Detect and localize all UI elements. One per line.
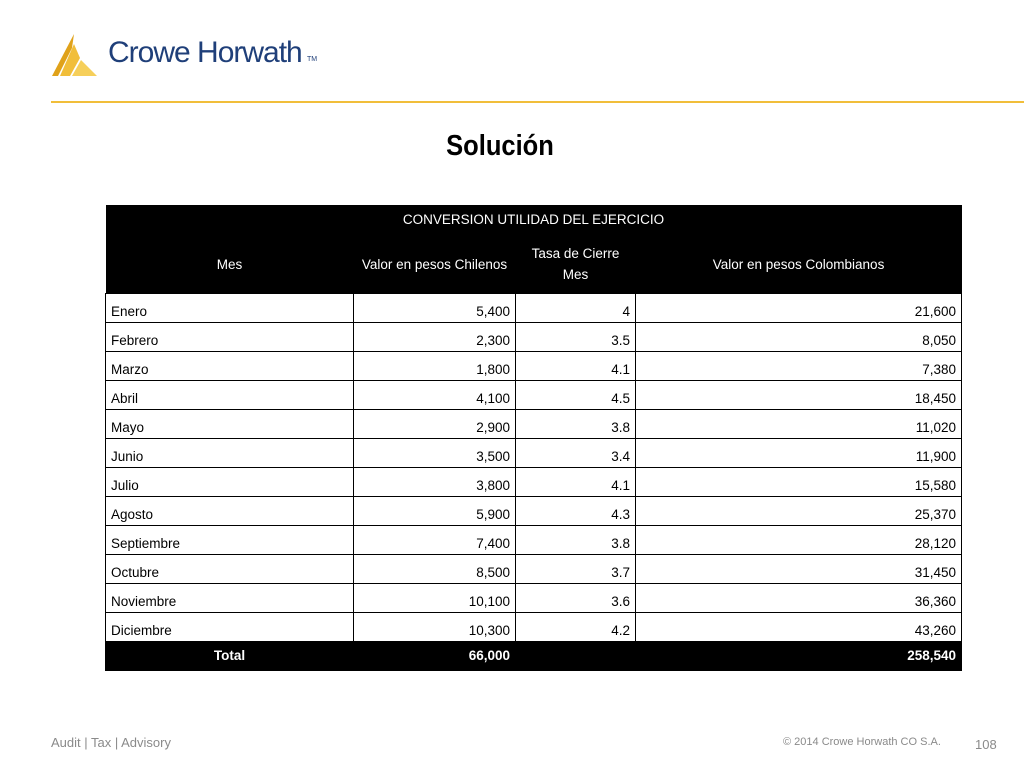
- cell-tasa: 4.1: [516, 468, 636, 497]
- cell-tasa: 3.8: [516, 526, 636, 555]
- header-mes: Mes: [106, 235, 354, 294]
- brand-name: Crowe Horwath: [108, 36, 302, 69]
- brand-logo: [50, 32, 325, 78]
- cell-mes: Marzo: [106, 352, 354, 381]
- table-row: [106, 323, 962, 352]
- cell-colombianos: 8,050: [636, 323, 962, 352]
- cell-mes: Junio: [106, 439, 354, 468]
- cell-chilenos: 4,100: [354, 381, 516, 410]
- total-chilenos: 66,000: [354, 642, 516, 671]
- cell-tasa: 3.4: [516, 439, 636, 468]
- cell-mes: Noviembre: [106, 584, 354, 613]
- footer-services: Audit | Tax | Advisory: [51, 735, 171, 750]
- cell-chilenos: 8,500: [354, 555, 516, 584]
- cell-mes: Octubre: [106, 555, 354, 584]
- total-colombianos: 258,540: [636, 642, 962, 671]
- cell-tasa: 4.1: [516, 352, 636, 381]
- table-row: [106, 468, 962, 497]
- table-row: [106, 294, 962, 323]
- cell-chilenos: 3,500: [354, 439, 516, 468]
- brand-trademark: TM: [307, 56, 318, 63]
- cell-colombianos: 15,580: [636, 468, 962, 497]
- page-title: Solución: [446, 130, 554, 162]
- cell-tasa: 4: [516, 294, 636, 323]
- cell-tasa: 4.5: [516, 381, 636, 410]
- cell-tasa: 3.6: [516, 584, 636, 613]
- cell-chilenos: 7,400: [354, 526, 516, 555]
- cell-mes: Julio: [106, 468, 354, 497]
- cell-colombianos: 28,120: [636, 526, 962, 555]
- cell-colombianos: 43,260: [636, 613, 962, 642]
- cell-tasa: 3.5: [516, 323, 636, 352]
- table-row: [106, 381, 962, 410]
- table-row: [106, 497, 962, 526]
- cell-mes: Abril: [106, 381, 354, 410]
- header-tasa-line2: Mes: [562, 267, 589, 282]
- cell-colombianos: 31,450: [636, 555, 962, 584]
- cell-mes: Diciembre: [106, 613, 354, 642]
- cell-chilenos: 5,900: [354, 497, 516, 526]
- conversion-table: [105, 205, 962, 671]
- cell-tasa: 3.8: [516, 410, 636, 439]
- cell-mes: Agosto: [106, 497, 354, 526]
- cell-chilenos: 10,300: [354, 613, 516, 642]
- cell-chilenos: 10,100: [354, 584, 516, 613]
- header-tasa-cierre: [516, 235, 636, 294]
- cell-colombianos: 11,900: [636, 439, 962, 468]
- table-row: [106, 439, 962, 468]
- table-row: [106, 584, 962, 613]
- cell-chilenos: 1,800: [354, 352, 516, 381]
- cell-colombianos: 18,450: [636, 381, 962, 410]
- total-row: [106, 642, 962, 671]
- cell-colombianos: 21,600: [636, 294, 962, 323]
- table-row: [106, 526, 962, 555]
- table-row: [106, 352, 962, 381]
- cell-mes: Septiembre: [106, 526, 354, 555]
- cell-colombianos: 36,360: [636, 584, 962, 613]
- cell-tasa: 3.7: [516, 555, 636, 584]
- table-row: [106, 613, 962, 642]
- total-tasa-empty: [516, 642, 636, 671]
- table-row: [106, 555, 962, 584]
- total-label: Total: [106, 642, 354, 671]
- cell-colombianos: 25,370: [636, 497, 962, 526]
- table-caption: CONVERSION UTILIDAD DEL EJERCICIO: [106, 205, 962, 235]
- cell-tasa: 4.3: [516, 497, 636, 526]
- footer-copyright: © 2014 Crowe Horwath CO S.A.: [783, 736, 941, 748]
- conversion-table-container: [105, 205, 961, 671]
- header-tasa-line1: Tasa de Cierre: [531, 246, 620, 261]
- cell-colombianos: 7,380: [636, 352, 962, 381]
- cell-tasa: 4.2: [516, 613, 636, 642]
- cell-chilenos: 5,400: [354, 294, 516, 323]
- cell-mes: Mayo: [106, 410, 354, 439]
- header-divider: [51, 101, 1024, 103]
- header-valor-colombianos: Valor en pesos Colombianos: [636, 235, 962, 294]
- cell-chilenos: 3,800: [354, 468, 516, 497]
- crowe-logo-icon: [50, 32, 100, 78]
- table-row: [106, 410, 962, 439]
- cell-chilenos: 2,900: [354, 410, 516, 439]
- cell-chilenos: 2,300: [354, 323, 516, 352]
- cell-mes: Enero: [106, 294, 354, 323]
- cell-mes: Febrero: [106, 323, 354, 352]
- page-number: 108: [975, 737, 997, 752]
- cell-colombianos: 11,020: [636, 410, 962, 439]
- header-valor-chilenos: Valor en pesos Chilenos: [354, 235, 516, 294]
